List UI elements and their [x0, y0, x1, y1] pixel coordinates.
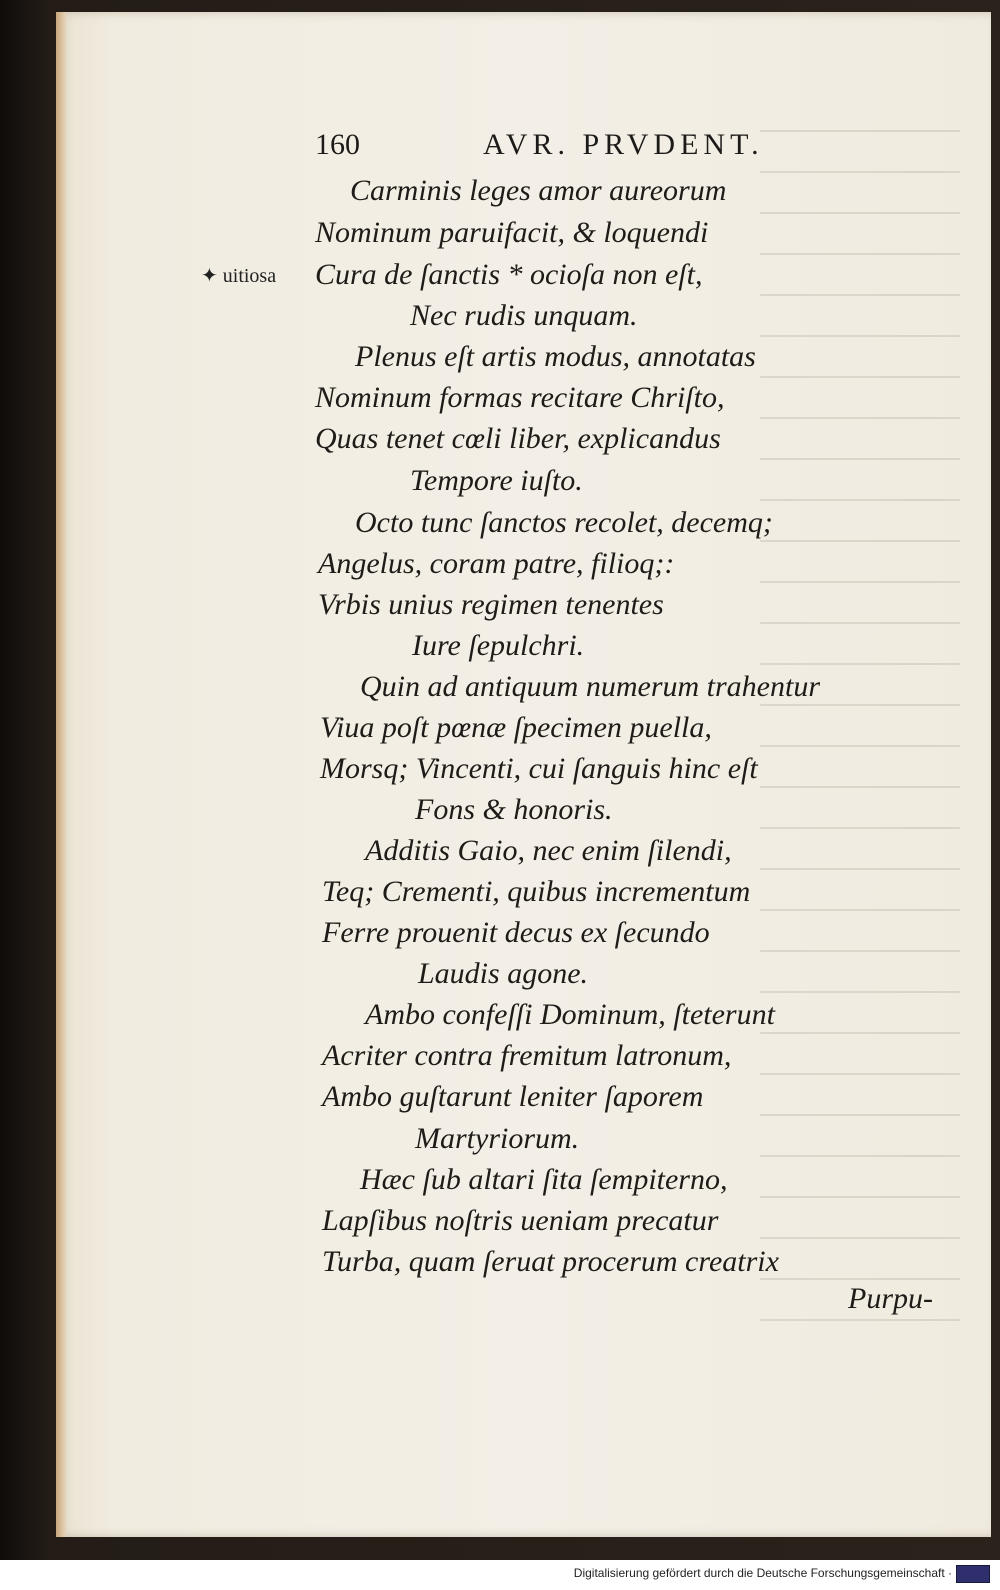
- verse-line: Nominum paruifacit, & loquendi: [315, 216, 709, 249]
- verse-line: Ferre prouenit decus ex ſecundo: [322, 916, 710, 949]
- marginal-note: ✦ uitiosa: [201, 265, 277, 287]
- verse-line: Plenus eſt artis modus, annotatas: [355, 340, 756, 373]
- verse-line: Carminis leges amor aureorum: [350, 174, 727, 207]
- verse-line: Tempore iuſto.: [410, 464, 583, 497]
- dfg-logo: [956, 1565, 990, 1583]
- running-head: AVR. PRVDENT.: [483, 128, 764, 161]
- verse-line: Viua poſt pœnæ ſpecimen puella,: [320, 711, 712, 744]
- verse-line: Nec rudis unquam.: [410, 299, 638, 332]
- verse-line: Turba, quam ſeruat procerum creatrix: [322, 1245, 779, 1278]
- verse-line: Morsq; Vincenti, cui ſanguis hinc eſt: [320, 752, 758, 785]
- verse-line: Iure ſepulchri.: [412, 629, 585, 662]
- verse-line: Ambo confeſſi Dominum, ſteterunt: [365, 998, 775, 1031]
- verse-line: Martyriorum.: [415, 1122, 580, 1155]
- verse-line: Quin ad antiquum numerum trahentur: [360, 670, 820, 703]
- verse-line: Fons & honoris.: [415, 793, 613, 826]
- verse-line: Additis Gaio, nec enim ſilendi,: [365, 834, 732, 867]
- verse-line: Lapſibus noſtris ueniam precatur: [322, 1204, 719, 1237]
- verse-line: Ambo guſtarunt leniter ſaporem: [322, 1080, 704, 1113]
- verse-line: Teq; Crementi, quibus incrementum: [322, 875, 751, 908]
- catchword: Purpu-: [848, 1282, 933, 1315]
- funding-credit: Digitalisierung gefördert durch die Deutsche Forschungsgemeinschaft ·: [573, 1566, 952, 1580]
- page-number: 160: [315, 128, 360, 161]
- verse-line: Nominum formas recitare Chriſto,: [315, 381, 725, 414]
- verse-line: Hæc ſub altari ſita ſempiterno,: [360, 1163, 728, 1196]
- verse-line: Octo tunc ſanctos recolet, decemq;: [355, 506, 773, 539]
- verse-line: Laudis agone.: [418, 957, 589, 990]
- footer-bar: [0, 1560, 1000, 1590]
- verse-line: Vrbis unius regimen tenentes: [318, 588, 664, 621]
- verse-line: Acriter contra fremitum latronum,: [322, 1039, 732, 1072]
- verse-line: Angelus, coram patre, filioq;:: [318, 547, 675, 580]
- verse-line: Cura de ſanctis * ocioſa non eſt,: [315, 258, 703, 291]
- verse-line: Quas tenet cœli liber, explicandus: [315, 422, 721, 455]
